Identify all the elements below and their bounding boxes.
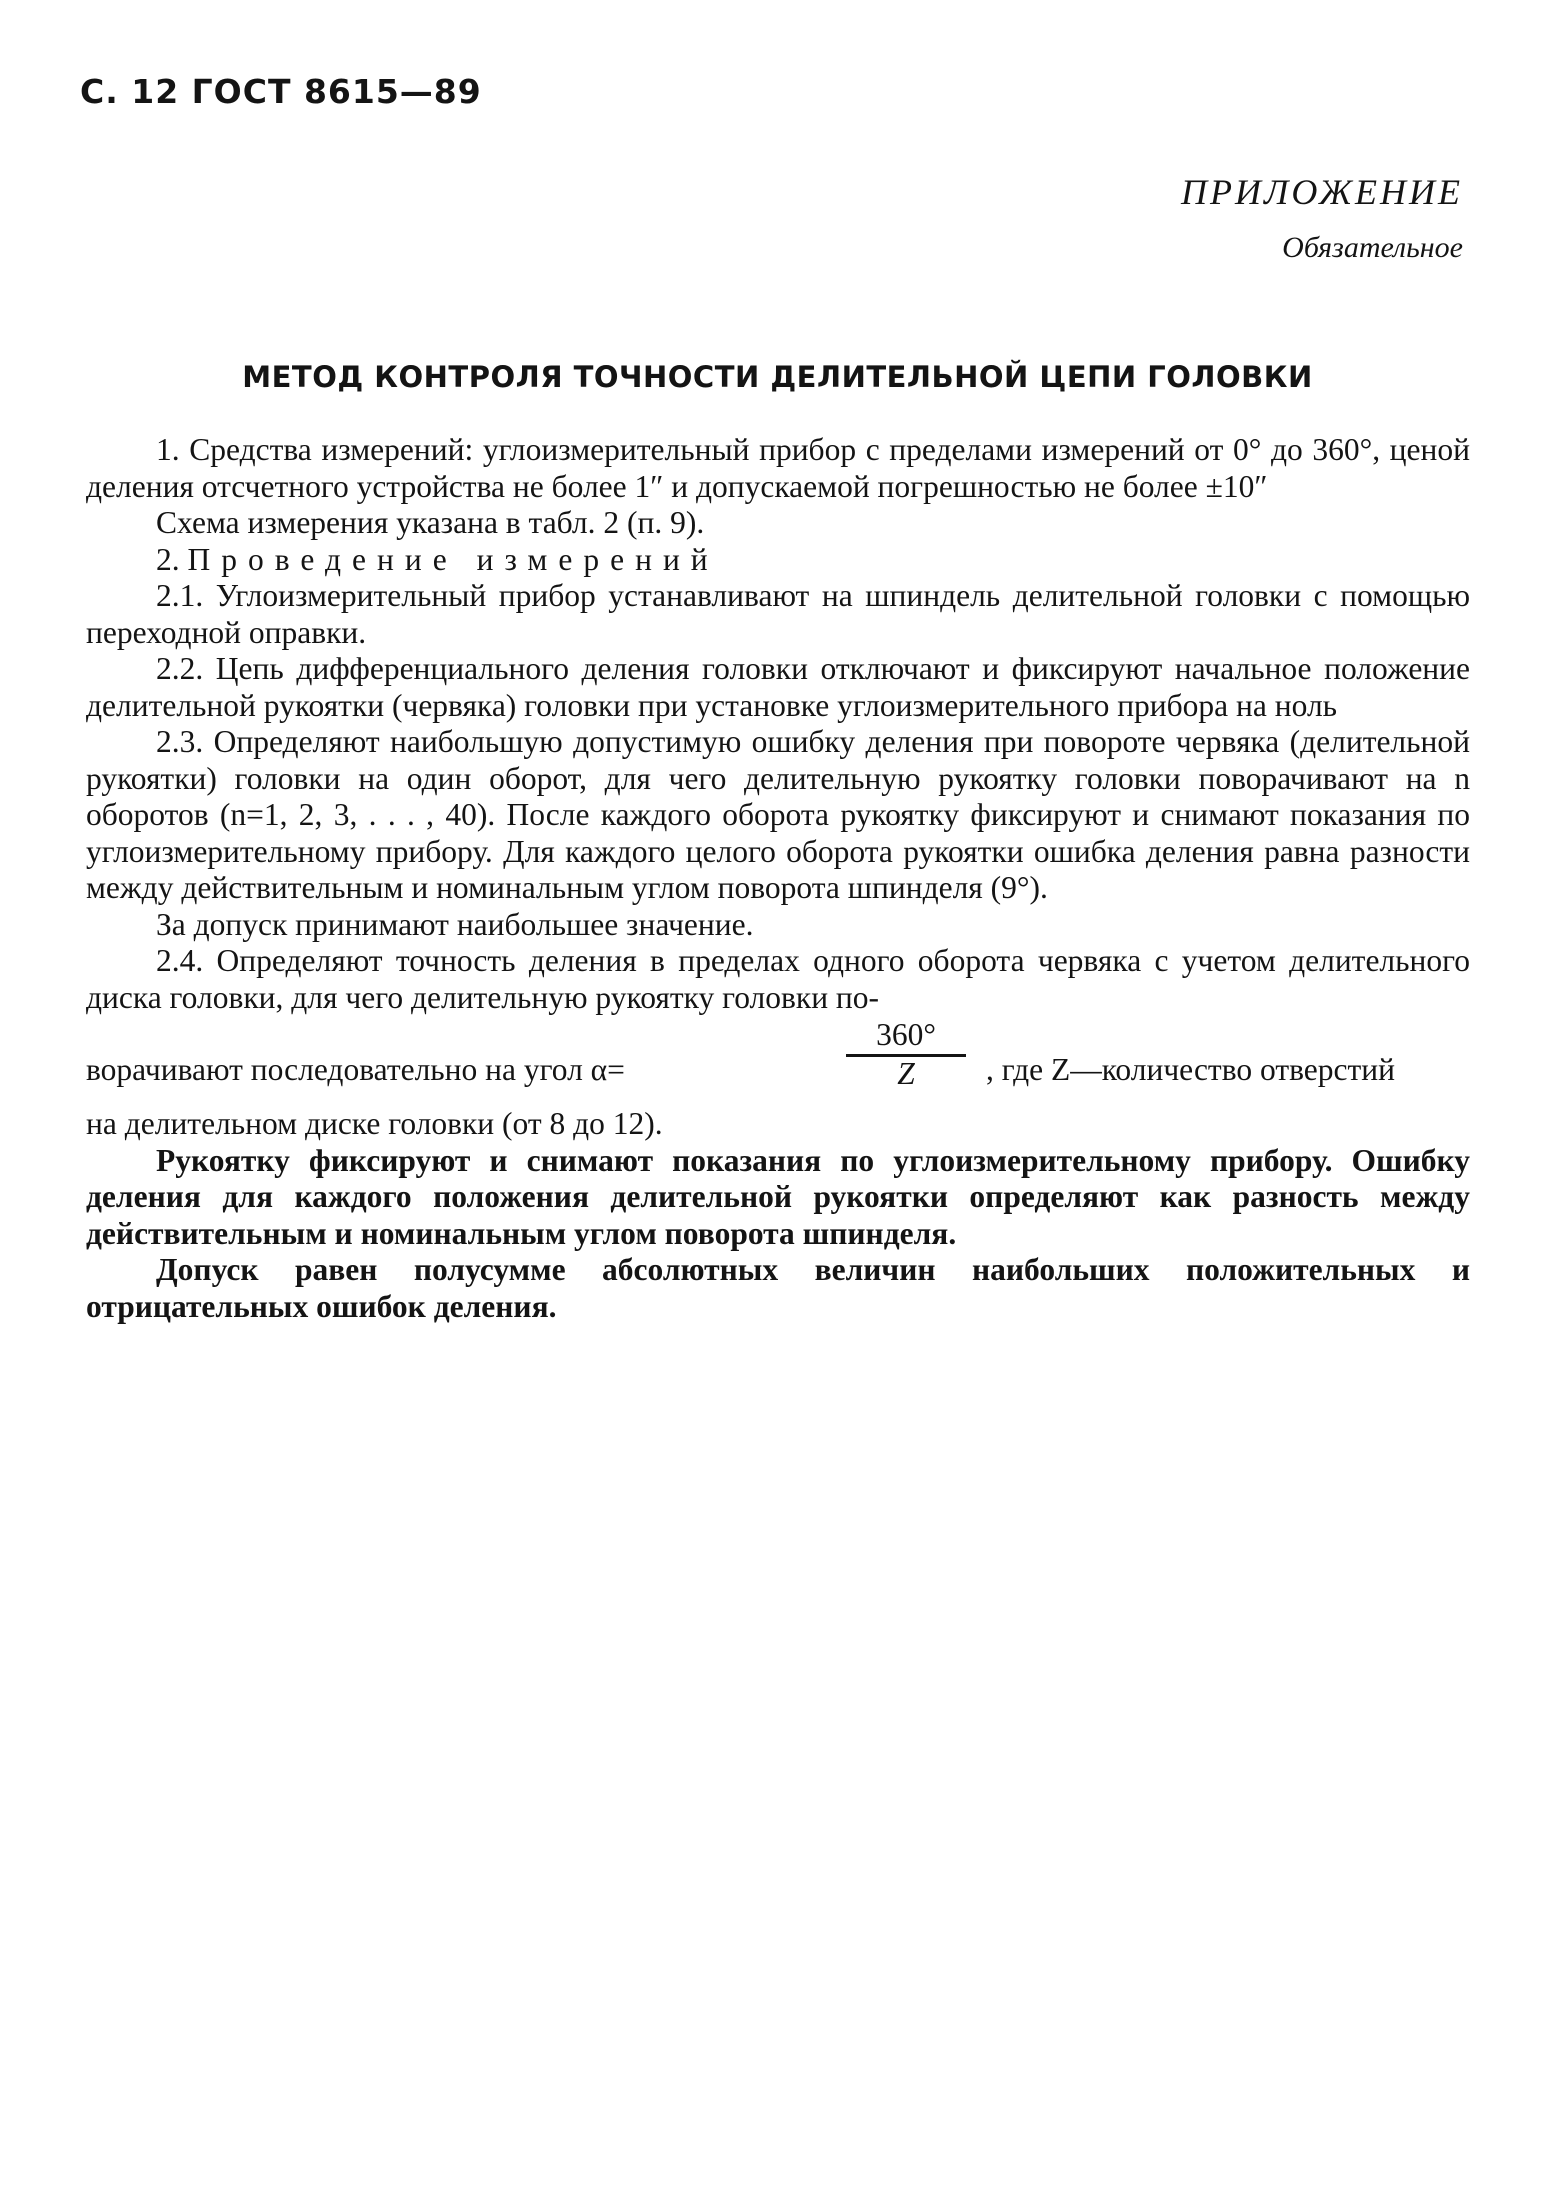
section-2-title: Проведение измерений [187, 541, 719, 577]
paragraph-1b: Схема измерения указана в табл. 2 (п. 9). [156, 505, 705, 540]
paragraph-1: 1. Средства измерений: углоизмерительный прибор с пределами измерений от 0° до 360°, ценой деления отсчетного устройства не более 1″ и допускаемой погрешностью не более ±10″ [86, 432, 1470, 504]
formula-lead-text: ворачивают последовательно на угол α= [86, 1051, 625, 1087]
section-2-number: 2. [156, 541, 180, 577]
formula-line [86, 1016, 1470, 1106]
paragraph-2-6: Допуск равен полусумме абсолютных величин наибольших положительных и отрицательных ошибок деления. [86, 1252, 1470, 1324]
paragraph-2-1: 2.1. Углоизмерительный прибор устанавливают на шпиндель делительной головки с помощью переходной оправки. [86, 578, 1470, 650]
annex-subtitle: Обязательное [1282, 231, 1463, 264]
annex-title: ПРИЛОЖЕНИЕ [1181, 172, 1463, 212]
document-title: МЕТОД КОНТРОЛЯ ТОЧНОСТИ ДЕЛИТЕЛЬНОЙ ЦЕПИ ГОЛОВКИ [242, 360, 1313, 394]
fraction-numerator: 360° [846, 1018, 966, 1057]
section-2-heading [86, 542, 1470, 579]
paragraph-2-5: Рукоятку фиксируют и снимают показания по углоизмерительному прибору. Ошибку деления для каждого положения делительной рукоятки определяют как разность между действительным и номинальным углом поворота шпинделя. [86, 1142, 1470, 1251]
annex-block [763, 168, 1463, 268]
paragraph-2-4-end: на делительном диске головки (от 8 до 12). [86, 1106, 663, 1141]
document-body [86, 432, 1470, 1325]
paragraph-2-4: 2.4. Определяют точность деления в пределах одного оборота червяка с учетом делительного диска головки, для чего делительную рукоятку головки по- [86, 943, 1470, 1015]
angle-fraction [846, 1018, 966, 1091]
running-header: С. 12 ГОСТ 8615—89 [80, 72, 482, 111]
paragraph-2-2: 2.2. Цепь дифференциального деления головки отключают и фиксируют начальное положение делительной рукоятки (червяка) головки при установке углоизмерительного прибора на ноль [86, 651, 1470, 723]
paragraph-2-3: 2.3. Определяют наибольшую допустимую ошибку деления при повороте червяка (делительной рукоятки) головки на один оборот, для чего делительную рукоятку головки поворачивают на n оборотов (n=1, 2, 3, . . . , 40). После каждого оборота рукоятку фиксируют и снимают показания по углоизмерительному прибору. Для каждого целого оборота рукоятки ошибка деления равна разности между действительным и номинальным углом поворота шпинделя (9°). [86, 724, 1470, 905]
paragraph-2-3b: За допуск принимают наибольшее значение. [156, 906, 754, 942]
formula-tail-text: , где Z—количество отверстий [986, 1051, 1395, 1087]
fraction-denominator: Z [897, 1056, 915, 1091]
